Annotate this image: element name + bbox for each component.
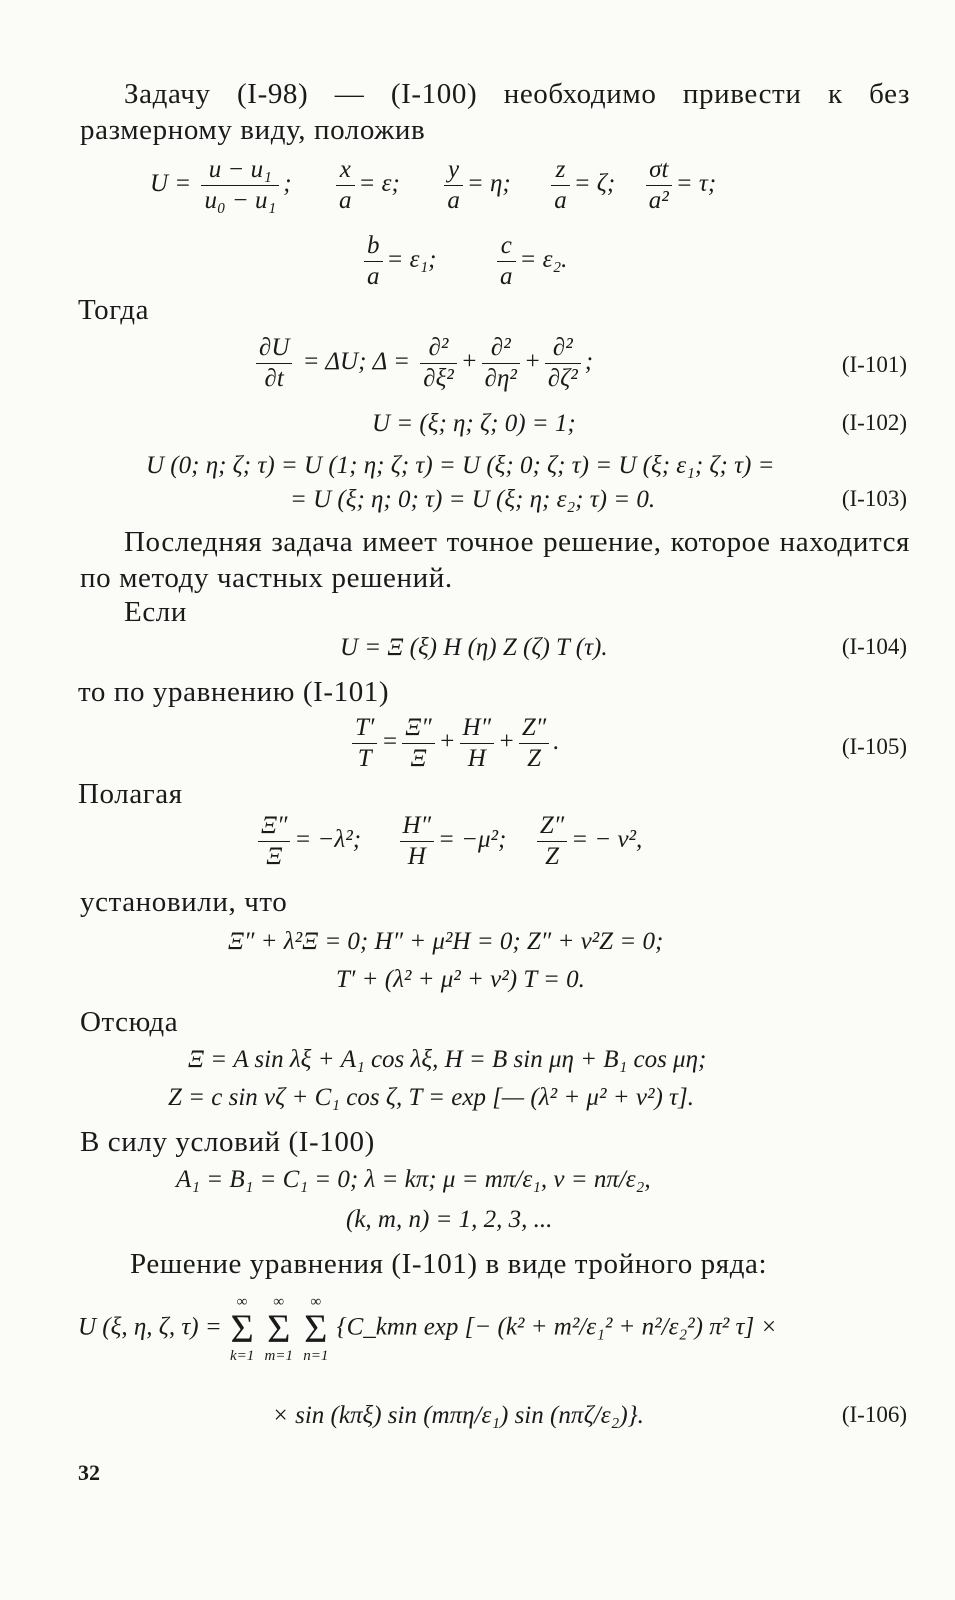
equation-105: $\frac{T'}{T}$ = $\frac{\Xi''}{\Xi}$ + $\frac{H''}{H}$ + $\frac{Z''}{Z}$ . <box>348 714 559 773</box>
equation-solutions-line-2: Z = c sin νζ + C₁ cos ζ, T = exp [— (λ² + μ² + ν²) τ]. <box>168 1084 694 1111</box>
equation-conditions-line-1: A₁ = B₁ = C₁ = 0; λ = kπ; μ = mπ/ε₁, ν = nπ/ε₂, <box>176 1166 651 1193</box>
sum-k: ∞ Σ k=1 <box>230 1294 255 1364</box>
word-esli: Если <box>124 596 187 628</box>
equation-separation-constants: $\frac{\Xi''}{\Xi}$ = −λ²; $\frac{H''}{H}$ = −μ²; $\frac{Z''}{Z}$ = − ν², <box>254 812 642 871</box>
equation-106-line-2: × sin (kπξ) sin (mπη/ε₁) sin (nπζ/ε₂)}. <box>272 1402 644 1429</box>
equation-odes-line-1: Ξ″ + λ²Ξ = 0; H″ + μ²H = 0; Z″ + ν²Z = 0; <box>228 928 664 955</box>
equation-solutions-line-1: Ξ = A sin λξ + A₁ cos λξ, H = B sin μη + B₁ cos μη; <box>188 1046 707 1073</box>
fraction-c: $\frac{c}{a}$ <box>497 232 516 291</box>
fraction-y: $\frac{y}{a}$ <box>444 156 463 215</box>
text-po-uravneniyu: то по уравнению (I-101) <box>78 676 390 708</box>
text-ustanovili: установили, что <box>80 886 288 918</box>
equation-number-101: (I-101) <box>841 352 907 377</box>
equation-102: U = (ξ; η; ζ; 0) = 1; <box>372 410 576 437</box>
equation-definitions-2: $\frac{b}{a}$ = ε₁; $\frac{c}{a}$ = ε₂. <box>360 232 567 291</box>
equation-number-103: (I-103) <box>841 486 907 511</box>
equation-101: $\frac{\partial U}{\partial t}$ = ΔU; Δ = $\frac{\text{∂²}}{\text{∂ξ²}}$ + $\frac{\text{∂²}}{\text{∂η²}}$ + $\frac{\text{∂²}}{\text{∂ζ²}}$ ; <box>252 334 593 393</box>
equation-number-105: (I-105) <box>841 734 907 759</box>
text-reshenie: Решение уравнения (I-101) в виде тройного ряда: <box>130 1248 768 1280</box>
fraction-b: $\frac{b}{a}$ <box>364 232 383 291</box>
sum-n: ∞ Σ n=1 <box>303 1294 329 1364</box>
word-otsyuda: Отсюда <box>80 1006 179 1038</box>
equation-103-line-1: U (0; η; ζ; τ) = U (1; η; ζ; τ) = U (ξ; 0; ζ; τ) = U (ξ; ε₁; ζ; τ) = <box>146 452 775 479</box>
sum-m: ∞ Σ m=1 <box>264 1294 293 1364</box>
equation-number-102: (I-102) <box>841 410 907 435</box>
equation-number-104: (I-104) <box>841 634 907 659</box>
equation-106-line-1: U (ξ, η, ζ, τ) = ∞ Σ k=1 ∞ Σ m=1 ∞ Σ n=1 {C_kmn exp [− (k² + m²/ε₁² + n²/ε₂²) π² τ] × <box>78 1294 778 1364</box>
equation-number-106: (I-106) <box>841 1402 907 1427</box>
word-togda: Тогда <box>78 294 150 326</box>
equation-104: U = Ξ (ξ) H (η) Z (ζ) T (τ). <box>340 634 608 661</box>
def-u-lhs: U = <box>150 170 192 198</box>
word-polagaya: Полагая <box>78 778 183 810</box>
paragraph-exact-solution: Последняя задача имеет точное решение, которое находится по методу частных решений. <box>80 526 910 594</box>
fraction-t: $\frac{\sigma t}{\text{a²}}$ <box>646 156 672 215</box>
equation-definitions-1: U = $\frac{\text{u − u₁}}{\text{u₀ − u₁}}$ ; $\frac{x}{a}$ = ε; $\frac{y}{a}$ = η; $\frac{z}{a}$ = ζ; $\frac{\sigma t}{\text{a²}}$ = τ; <box>150 156 717 214</box>
equation-103-line-2: = U (ξ; η; 0; τ) = U (ξ; η; ε₂; τ) = 0. <box>290 486 656 513</box>
equation-odes-line-2: T′ + (λ² + μ² + ν²) T = 0. <box>336 966 585 993</box>
paragraph-intro: Задачу (I-98) — (I-100) необходимо привести к без размерному виду, положив <box>80 78 910 146</box>
equation-conditions-line-2: (k, m, n) = 1, 2, 3, ... <box>346 1206 553 1233</box>
fraction-x: $\frac{x}{a}$ <box>336 156 355 215</box>
text-v-silu-usloviy: В силу условий (I-100) <box>80 1126 375 1158</box>
page-number: 32 <box>78 1460 100 1485</box>
fraction-z: $\frac{z}{a}$ <box>551 156 570 215</box>
fraction-u: $\frac{\text{u − u₁}}{\text{u₀ − u₁}}$ <box>201 156 279 215</box>
